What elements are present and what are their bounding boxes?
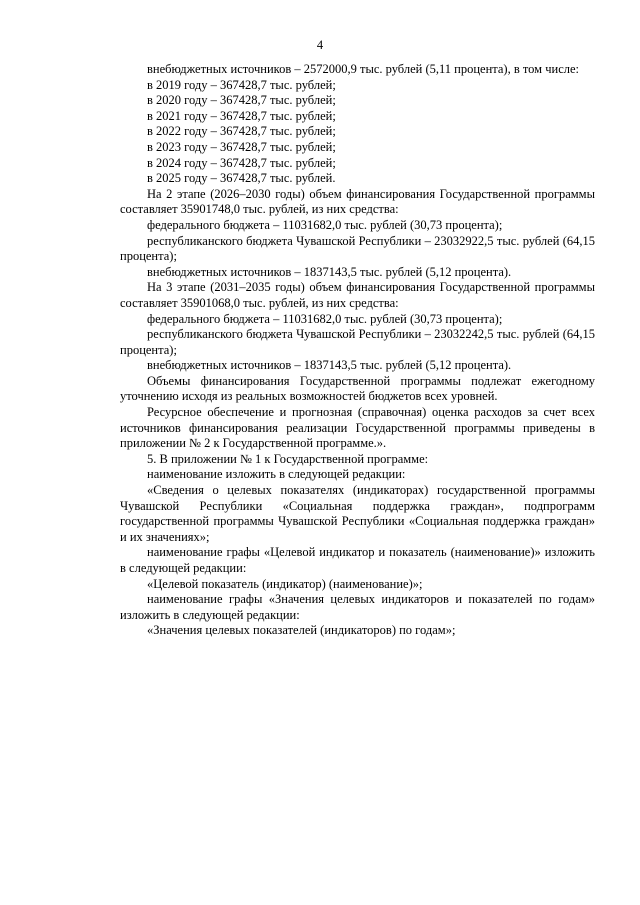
paragraph-stage-2-republican: республиканского бюджета Чувашской Республики – 23032922,5 тыс. рублей (64,15 процента);	[120, 233, 595, 264]
document-body	[120, 62, 595, 639]
paragraph-extrabudgetary-total: внебюджетных источников – 2572000,9 тыс. рублей (5,11 процента), в том числе:	[147, 62, 580, 76]
paragraph-year-2024: в 2024 году – 367428,7 тыс. рублей;	[147, 155, 336, 170]
paragraph-stage-3-extrabudgetary: внебюджетных источников – 1837143,5 тыс. рублей (5,12 процента).	[147, 358, 512, 373]
paragraph-year-2023: в 2023 году – 367428,7 тыс. рублей;	[147, 139, 336, 154]
paragraph-new-name: «Сведения о целевых показателях (индикаторах) государственной программы Чувашской Республики «Социальная поддержка граждан», подпрограмм государственной программы Чувашской Республики «Социальная поддержка граждан» и их значениях»;	[120, 483, 595, 544]
paragraph-stage-3-federal: федерального бюджета – 11031682,0 тыс. рублей (30,73 процента);	[147, 311, 503, 326]
paragraph-name-change: наименование изложить в следующей редакции:	[147, 467, 406, 482]
paragraph-year-2019: в 2019 году – 367428,7 тыс. рублей;	[147, 77, 336, 92]
page-number: 4	[316, 38, 324, 52]
paragraph-stage-2-federal: федерального бюджета – 11031682,0 тыс. рублей (30,73 процента);	[147, 217, 503, 232]
paragraph-stage-2: На 2 этапе (2026–2030 годы) объем финансирования Государственной программы составляет 35901748,0 тыс. рублей, из них средства:	[120, 186, 595, 217]
paragraph-new-values-column-name: «Значения целевых показателей (индикаторов) по годам»;	[147, 623, 456, 638]
paragraph-values-column-change: наименование графы «Значения целевых индикаторов и показателей по годам» изложить в следующей редакции:	[120, 592, 595, 622]
paragraph-year-2020: в 2020 году – 367428,7 тыс. рублей;	[147, 93, 336, 108]
paragraph-stage-2-extrabudgetary: внебюджетных источников – 1837143,5 тыс. рублей (5,12 процента).	[147, 264, 512, 279]
paragraph-annual-adjustment: Объемы финансирования Государственной программы подлежат ежегодному уточнению исходя из реальных возможностей бюджетов всех уровней.	[120, 373, 595, 404]
paragraph-year-2025: в 2025 году – 367428,7 тыс. рублей.	[147, 171, 336, 186]
paragraph-year-2021: в 2021 году – 367428,7 тыс. рублей;	[147, 108, 336, 123]
paragraph-stage-3: На 3 этапе (2031–2035 годы) объем финансирования Государственной программы составляет 35901068,0 тыс. рублей, из них средства:	[120, 280, 595, 310]
paragraph-new-column-name: «Целевой показатель (индикатор) (наименование)»;	[147, 576, 423, 591]
paragraph-year-2022: в 2022 году – 367428,7 тыс. рублей;	[147, 124, 336, 139]
paragraph-stage-3-republican: республиканского бюджета Чувашской Республики – 23032242,5 тыс. рублей (64,15 процента);	[120, 327, 595, 357]
paragraph-column-name-change: наименование графы «Целевой индикатор и показатель (наименование)» изложить в следующей редакции:	[120, 545, 595, 575]
paragraph-item-5: 5. В приложении № 1 к Государственной программе:	[147, 451, 429, 466]
paragraph-resource-provision: Ресурсное обеспечение и прогнозная (справочная) оценка расходов за счет всех источников финансирования реализации Государственной программы приведены в приложении № 2 к Государственной программе.».	[120, 405, 595, 451]
